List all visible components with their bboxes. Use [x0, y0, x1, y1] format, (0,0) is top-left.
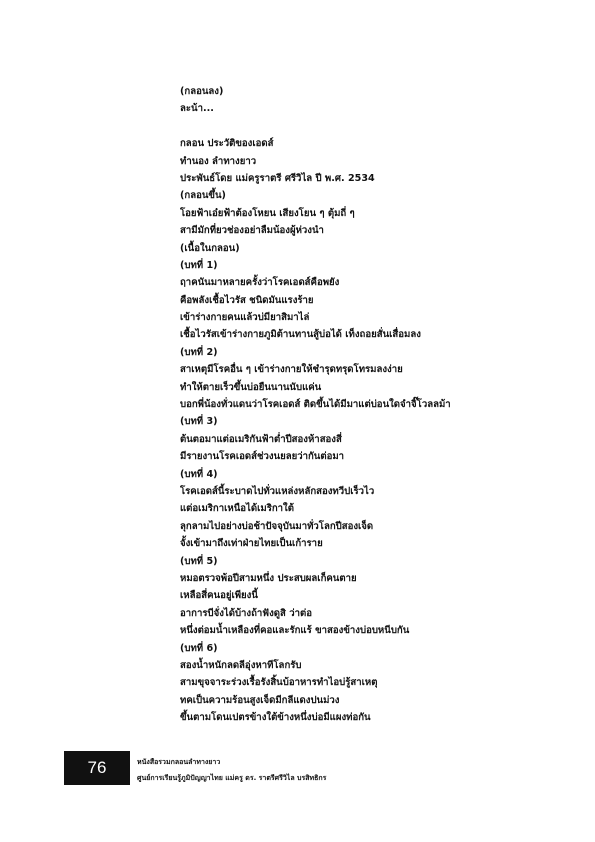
text-line: (บทที่ 4) — [180, 468, 218, 480]
text-line — [180, 118, 540, 135]
text-line: (บทที่ 6) — [180, 642, 218, 654]
text-line: ละน้า... — [180, 103, 214, 115]
footer-text — [137, 754, 326, 786]
text-line: (เนื้อในกลอน) — [180, 242, 240, 254]
text-line: (บทที่ 3) — [180, 416, 218, 428]
text-line: (กลอนขึ้น) — [180, 190, 226, 202]
footer-publisher: ศูนย์การเรียนรู้ภูมิปัญญาไทย แม่ครู ดร. ราตรีศรีวิไล บรสิทธิกร — [137, 774, 327, 782]
text-line: ขึ้นตามโดนเปตรข้างใต้ข้างหนึ่งบ่อมีแผงท่อกัน — [180, 712, 371, 724]
poem-text-block — [180, 83, 540, 726]
text-line: คือพลังเชื้อไวรัส ชนิดมันแรงร้าย — [180, 294, 314, 306]
text-line: อาการบีจั่งได้บ้างถ้าฟังดูสิ ว่าต่อ — [180, 607, 312, 619]
text-line: ทคเป็นความร้อนสูงเจ็ดมีกลีแดงปนม่วง — [180, 694, 340, 706]
footer-book-title: หนังสือรวมกลอนลำทางยาว — [137, 758, 221, 766]
text-line: เชื้อไวรัสเข้าร่างกายภูมิต้านทานสู้บ่อได้ เท็งถอยสั่นเสื่อมลง — [180, 329, 421, 341]
text-line: ลุกลามไปอย่างบ่อช้าปัจจุบันมาทั่วโลกปีสองเจ็ด — [180, 520, 374, 532]
page-number: 76 — [87, 758, 107, 777]
text-line: บอกพี่น้องทั่วแดนว่าโรคเอดส์ ติดขึ้นได้มีมาแต่บ่อนใดจำจิ๊โวลลม้า — [180, 399, 451, 411]
text-line: จั้งเข้ามาถึงเท่าฝ่ายไทยเป็นเก้าราย — [180, 538, 323, 550]
text-line: ทำนอง ลำทางยาว — [180, 155, 257, 167]
text-line: ต้นตอมาแต่อเมริกันฟ้าต่ำปีสองห้าสองสี่ — [180, 433, 342, 445]
text-line: โอยฟ้าเอ๋ยฟ้าต้องโหยน เสียงโยน ๆ ตุ้มถี่ ๆ — [180, 207, 355, 219]
text-line: (บทที่ 2) — [180, 346, 218, 358]
text-line: สามีมักที่ยวช่องอย่าลืมน้องผู้ห่วงนำ — [180, 225, 324, 237]
text-line: หนึ่งต่อมน้ำเหลืองที่คอและรักแร้ ขาสองข้างบ่อบหนีบกัน — [180, 625, 410, 637]
text-line: สามขุจจาระร่วงเรื้อรังสิ้นบ้อาหารทำไอบ่รู้สาเหตุ — [180, 677, 378, 689]
text-line: สองน้ำหนักลดลีอุ่งหาทีโลกรับ — [180, 659, 302, 671]
text-line: ประพันธ์โดย แม่ครูราตรี ศรีวิไล ปี พ.ศ. 2534 — [180, 172, 375, 184]
text-line: โรคเอดส์นี้ระบาดไปทั่วแหล่งหลักสองทวีปเร็วไว — [180, 485, 375, 497]
text-line: เหลือสี่คนอยู่เพียงนี้ — [180, 590, 258, 602]
text-line: (บทที่ 5) — [180, 555, 218, 567]
text-line: กลอน ประวัติของเอดส์ — [180, 138, 274, 150]
page-number-box — [64, 751, 130, 785]
text-line: ฤาคนันมาหลายครั้งว่าโรคเอดส์คือพยัง — [180, 277, 340, 289]
text-line: ทำให้ตายเร็วขึ้นบ่อยืนนานนับแค่น — [180, 381, 322, 393]
text-line: หมอตรวจพ้อปีสามหนึ่ง ประสบผลเก็คนตาย — [180, 572, 357, 584]
text-line: (บทที่ 1) — [180, 259, 218, 271]
text-line: แต่อเมริกาเหนือได้เมริกาใต้ — [180, 503, 294, 515]
text-line: (กลอนลง) — [180, 86, 224, 97]
text-line: สาเหตุมีโรคอื่น ๆ เข้าร่างกายให้ชำรุดทรุดโทรมลงง่าย — [180, 364, 403, 376]
text-line: เข้าร่างกายคนแล้วบ่มียาสิมาไล่ — [180, 312, 310, 324]
text-line: มีรายงานโรคเอดส์ช่วงนยลยว่ากันต่อมา — [180, 451, 345, 463]
